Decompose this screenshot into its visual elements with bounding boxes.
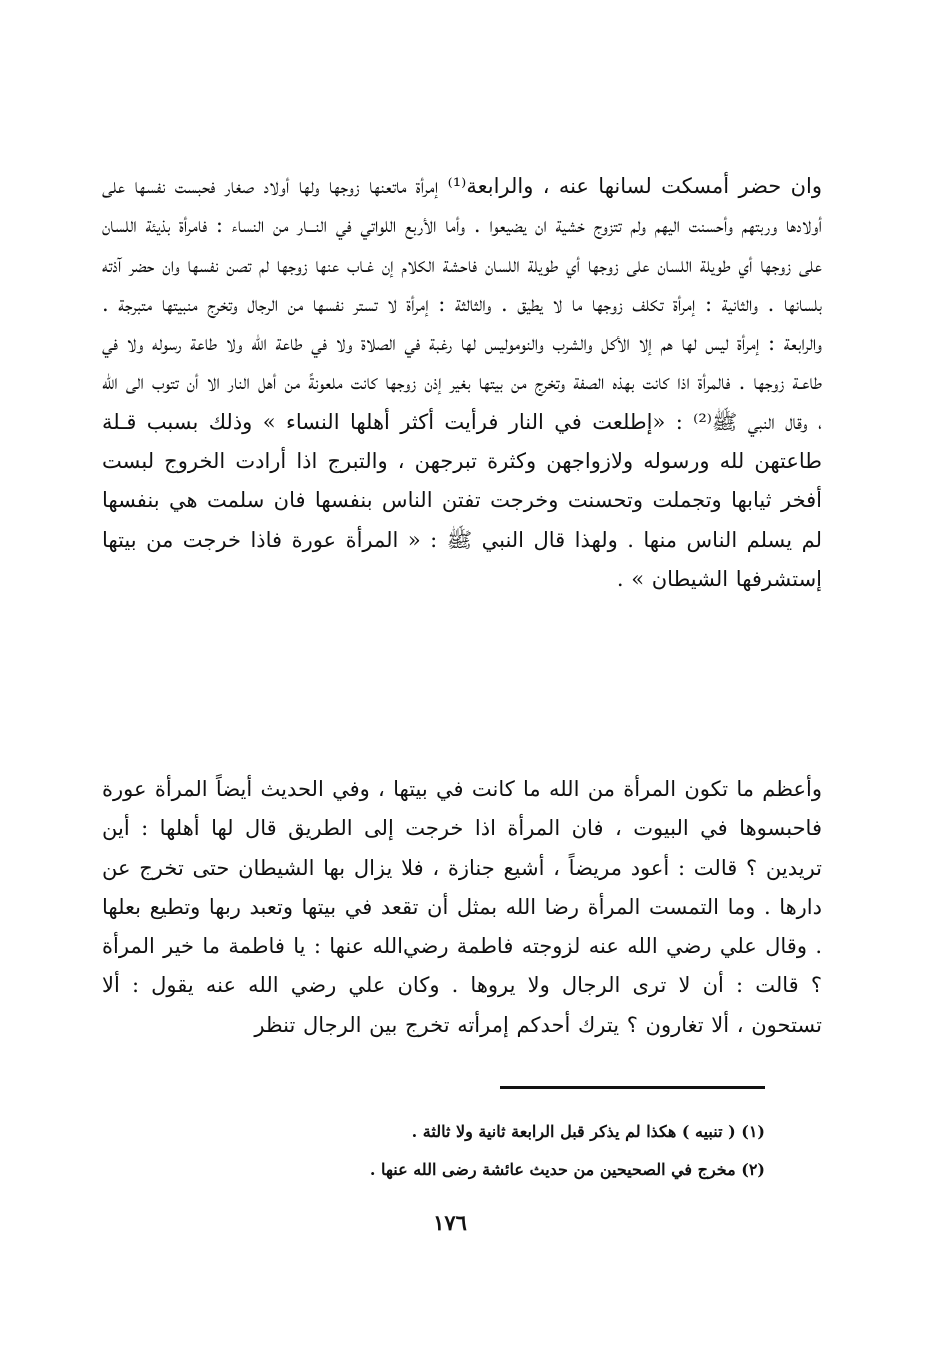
- footnote-1: (١) ( تنبيه ) هكذا لم يذكر قبل الرابعة ثانية ولا ثالثة .: [411, 1122, 765, 1141]
- body-paragraph-1: وان حضر أمسكت لسانها عنه ، والرابعة⁽¹⁾ إمرأة ماتعنها زوجها ولها أولاد صغار فحبست نفسها على أولادها وربتهم وأحسنت اليهم ولم تتزوج خشية ان يضيعوا . وأما الأربع اللواتي في النـــار من النساء : فامرأة بذيئة اللسان على زوجها أي طويلة اللسان على زوجها أي طويلة اللسان فاحشة الكلام إن غـاب عنها زوجها لم تصن نفسها وان حضر آذته بلسانها . والثانية : إمرأة تكلف زوجها ما لا يطيق . والثالثة : إمرأة لا تستر نفسها من الرجال وتخرج منبيتها متبرجة . والرابعة : إمرأة ليس لها هم إلا الأكل والشرب والنوموليس لها رغبة في الصلاة ولا في طاعة الله ولا طاعة رسوله ولا في طاعـة زوجها . فالمرأة اذا كانت بهذه الصفة وتخرج من بيتها بغير إذن زوجها كانت ملعونةً من أهل النار الا أن تتوب الى الله ، وقال النبي ﷺ⁽²⁾ : «إطلعت في النار فرأيت أكثر أهلها النساء » وذلك بسبب قـلة طاعتهن لله ورسوله ولازواجهن وكثرة تبرجهن ، والتبرج اذا أرادت الخروج لبست أفخر ثيابها وتجملت وتحسنت وخرجت تفتن الناس بنفسها فان سلمت هي بنفسها لم يسلم الناس منها . ولهذا قال النبي ﷺ : « المرأة عورة فاذا خرجت من بيتها إستشرفها الشيطان » .: [102, 174, 822, 591]
- page-number: ١٧٦: [433, 1210, 467, 1235]
- footnote-2: (٢) مخرج في الصحيحين من حديث عائشة رضى الله عنها .: [369, 1160, 765, 1179]
- footnote-separator: [500, 1086, 765, 1089]
- body-paragraph-2: وأعظم ما تكون المرأة من الله ما كانت في بيتها ، وفي الحديث أيضاً المرأة عورة فاحبسوها في البيوت ، فان المرأة اذا خرجت إلى الطريق قال لها أهلها : أين تريدين ؟ قالت : أعود مريضاً ، أشيع جنازة ، فلا يزال بها الشيطان حتى تخرج عن دارها . وما التمست المرأة رضا الله بمثل أن تقعد في بيتها وتعبد ربها وتطيع بعلها . وقال علي رضي الله عنه لزوجته فاطمة رضي‌الله عنها : يا فاطمة ما خير المرأة ؟ قالت : أن لا ترى الرجال ولا يروها . وكان علي رضي الله عنه يقول : ألا تستحون ، ألا تغارون ؟ يترك أحدكم إمرأته تخرج بين الرجال تنظر: [102, 777, 822, 1037]
